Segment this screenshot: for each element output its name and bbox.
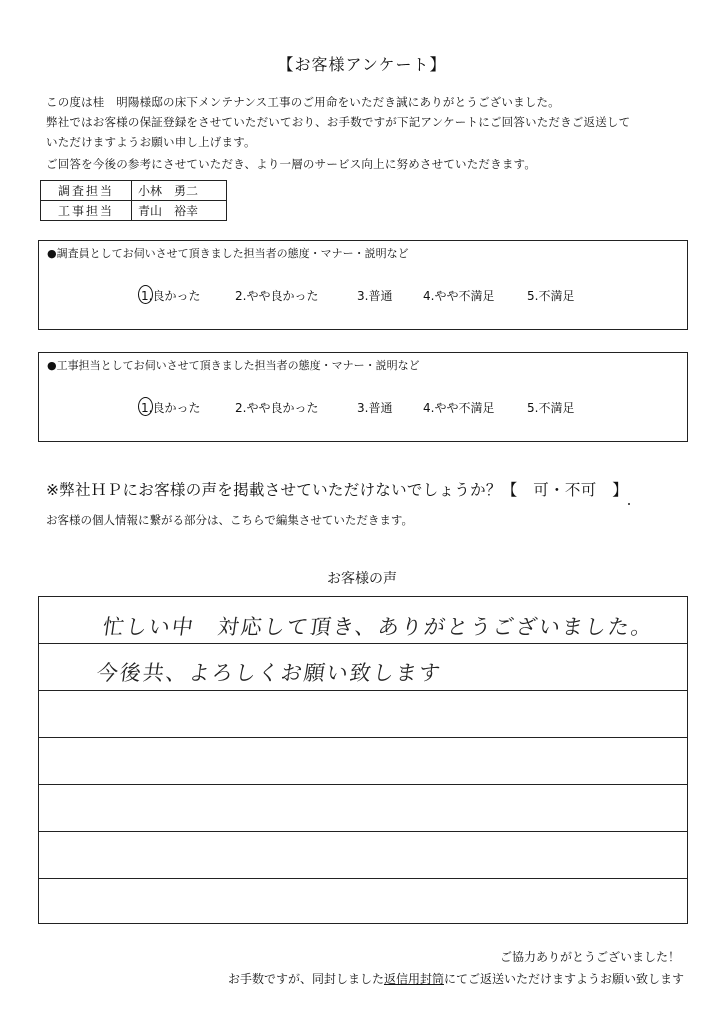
survey-question-2: [38, 352, 688, 442]
handwritten-comment-line-2: 今後共、よろしくお願い致します: [95, 661, 444, 685]
question-label: ●調査員としてお伺いさせて頂きました担当者の態度・マナー・説明など: [47, 247, 409, 260]
handwritten-comment-line-1: 忙しい中 対応して頂き、ありがとうございました。: [101, 615, 656, 639]
stray-mark: [628, 503, 630, 505]
selected-circle-mark: [138, 397, 153, 416]
rating-option-1[interactable]: 1.良かった: [141, 399, 200, 416]
customer-voice-box: [38, 596, 688, 924]
table-row: [41, 181, 227, 201]
table-row: [41, 201, 227, 221]
hp-consent-question: ※弊社ＨＰにお客様の声を掲載させていただけないでしょうか？【 可・不可 】: [46, 481, 629, 499]
intro-line-2: 弊社ではお客様の保証登録をさせていただいており、お手数ですが下記アンケートにご回答いただきご返送して: [46, 115, 631, 129]
ruled-line: [39, 878, 687, 879]
selected-circle-mark: [138, 285, 153, 304]
rating-option-3[interactable]: 3.普通: [357, 289, 393, 303]
rating-option-1[interactable]: 1.良かった: [141, 287, 200, 304]
question-label: ●工事担当としてお伺いさせて頂きました担当者の態度・マナー・説明など: [47, 359, 420, 372]
ruled-line: [39, 737, 687, 738]
intro-line-3: いただけますようお願い申し上げます。: [46, 135, 256, 149]
rating-option-3[interactable]: 3.普通: [357, 401, 393, 415]
survey-question-1: [38, 240, 688, 330]
rating-option-2[interactable]: 2.やや良かった: [235, 401, 319, 415]
rating-option-2[interactable]: 2.やや良かった: [235, 289, 319, 303]
intro-line-4: ご回答を今後の参考にさせていただき、より一層のサービス向上に努めさせていただきます。: [46, 157, 537, 171]
intro-line-1: この度は桂 明陽様邸の床下メンテナンス工事のご用命をいただき誠にありがとうございました。: [46, 95, 560, 109]
rating-option-5[interactable]: 5.不満足: [527, 289, 575, 303]
staff-role: 調査担当: [41, 181, 132, 201]
return-envelope-text: 返信用封筒: [383, 972, 444, 986]
thanks-message: ご協力ありがとうございました！: [499, 950, 680, 964]
rating-option-4[interactable]: 4.やや不満足: [423, 401, 495, 415]
rating-option-4[interactable]: 4.やや不満足: [423, 289, 495, 303]
staff-role: 工事担当: [41, 201, 132, 221]
page-title: 【お客様アンケート】: [277, 55, 447, 74]
staff-table: [40, 180, 227, 221]
rating-option-5[interactable]: 5.不満足: [527, 401, 575, 415]
staff-name: 小林 勇二: [132, 181, 227, 201]
ruled-line: [39, 690, 687, 691]
ruled-line: [39, 784, 687, 785]
closing-message: お手数ですが、同封しました返信用封筒にてご返送いただけますようお願い致します: [227, 972, 684, 986]
ruled-line: [39, 643, 687, 644]
staff-name: 青山 裕幸: [132, 201, 227, 221]
voice-heading: お客様の声: [327, 571, 397, 587]
ruled-line: [39, 831, 687, 832]
privacy-note: お客様の個人情報に繋がる部分は、こちらで編集させていただきます。: [46, 513, 413, 527]
